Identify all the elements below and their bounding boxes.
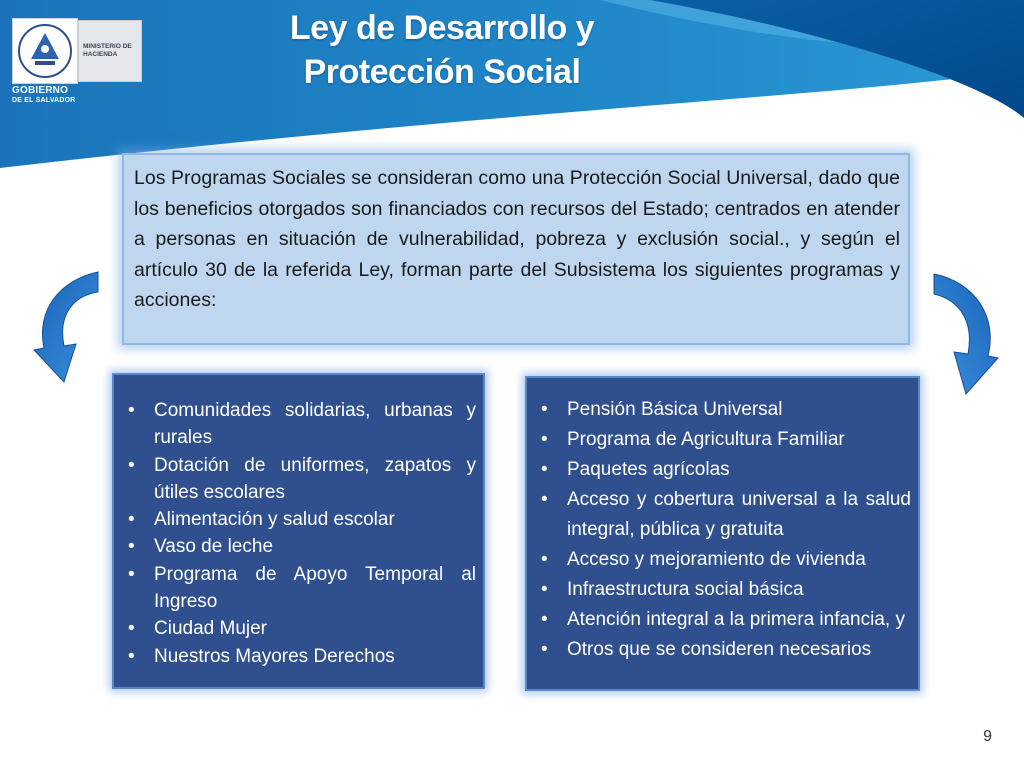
page-number: 9 — [983, 728, 992, 745]
national-seal-icon — [12, 18, 78, 84]
bullet: • — [128, 454, 135, 476]
bullet: • — [541, 579, 548, 600]
list-item: • Comunidades solidarias, urbanas y rurales — [124, 397, 476, 452]
programs-list-right — [525, 376, 920, 691]
bullet: • — [541, 609, 548, 630]
intro-box — [122, 153, 910, 345]
bullet: • — [128, 536, 135, 558]
bullet: • — [541, 429, 548, 450]
curved-arrow-left-icon — [30, 270, 102, 390]
title-line1: Ley de Desarrollo y — [289, 9, 595, 47]
bullet: • — [128, 400, 135, 421]
ministry-badge — [78, 20, 142, 82]
bullet: • — [541, 399, 548, 420]
curved-arrow-right-icon — [930, 272, 1002, 402]
list-item: • Acceso y mejoramiento de vivienda — [537, 545, 911, 575]
list-item: • Nuestros Mayores Derechos — [124, 643, 476, 670]
government-name — [12, 86, 102, 106]
gov-line2: DE EL SALVADOR — [12, 97, 76, 104]
bullet: • — [128, 618, 135, 640]
title-line2: Protección Social — [303, 53, 581, 91]
list-item: • Programa de Agricultura Familiar — [537, 425, 911, 455]
list-item: • Otros que se consideren necesarios — [537, 635, 911, 665]
bullet: • — [128, 563, 135, 585]
slide-title — [232, 6, 652, 94]
list-item: • Alimentación y salud escolar — [124, 506, 476, 533]
list-item: • Infraestructura social básica — [537, 575, 911, 605]
intro-text: Los Programas Sociales se consideran como una Protección Social Universal, dado que los beneficios otorgados son financiados con recursos del Estado; centrados en atender a personas en situación de vulnerabilidad, pobreza y exclusión social., y según el artículo 30 de la referida Ley, forman parte del Subsistema los siguientes programas y acciones: — [134, 167, 900, 311]
bullet: • — [128, 645, 135, 667]
list-item: • Paquetes agrícolas — [537, 455, 911, 485]
left-list — [124, 397, 476, 670]
bullet: • — [128, 509, 135, 531]
list-item: • Atención integral a la primera infancia, y — [537, 605, 911, 635]
ministry-text: MINISTERIO DE HACIENDA — [83, 43, 132, 58]
list-item: • Vaso de leche — [124, 533, 476, 560]
list-item: • Ciudad Mujer — [124, 615, 476, 642]
gov-line1: GOBIERNO — [12, 85, 69, 96]
bullet: • — [541, 489, 548, 510]
list-item: • Pensión Básica Universal — [537, 395, 911, 425]
government-logo — [12, 18, 142, 108]
list-item: • Acceso y cobertura universal a la salud integral, pública y gratuita — [537, 485, 911, 545]
list-item: • Dotación de uniformes, zapatos y útiles escolares — [124, 452, 476, 507]
right-list — [537, 395, 911, 665]
bullet: • — [541, 639, 548, 660]
bullet: • — [541, 549, 548, 570]
programs-list-left — [112, 373, 485, 689]
list-item: • Programa de Apoyo Temporal al Ingreso — [124, 561, 476, 616]
bullet: • — [541, 459, 548, 480]
